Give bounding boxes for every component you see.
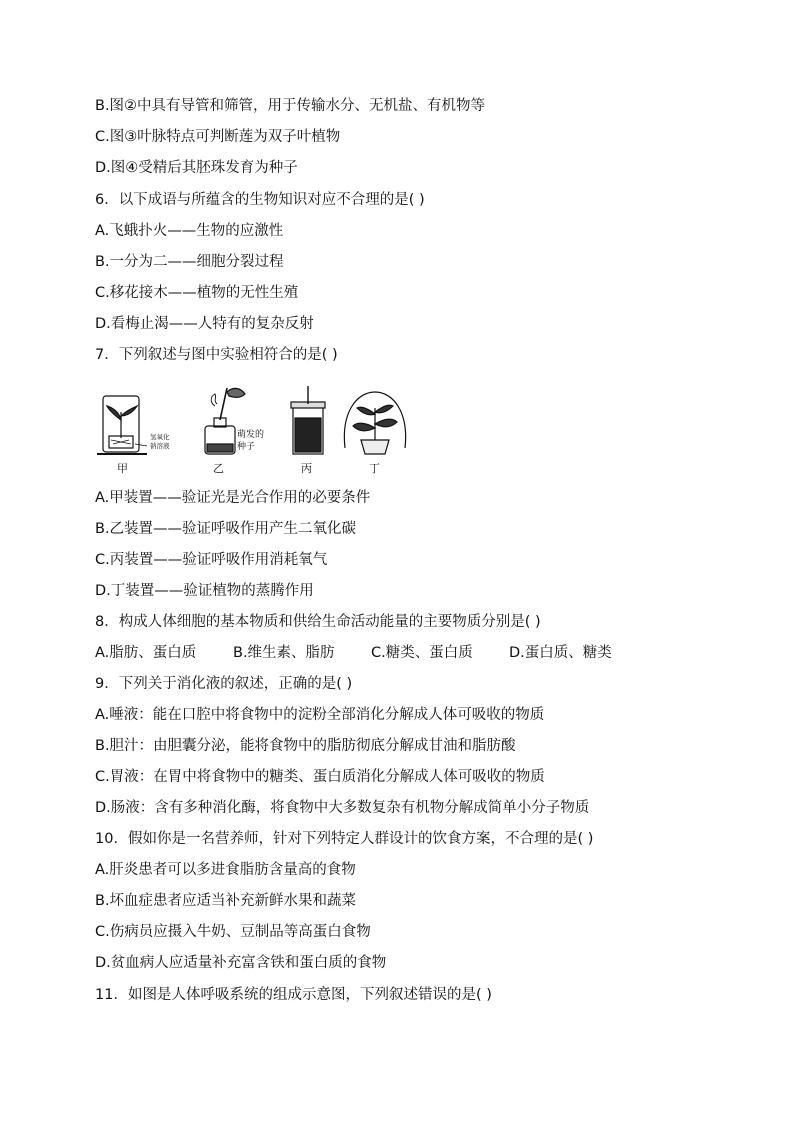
experiment-figure (95, 382, 425, 480)
q8-option-b: B.维生素、脂肪 (233, 645, 335, 661)
yi-note-1: 萌发的 (237, 430, 265, 440)
jia-note-2: 钠溶液 (150, 442, 170, 450)
q7-option-b: B.乙装置——验证呼吸作用产生二氧化碳 (95, 521, 357, 537)
q7-option-a: A.甲装置——验证光是光合作用的必要条件 (95, 490, 371, 506)
q10-option-c: C.伤病员应摄入牛奶、豆制品等高蛋白食物 (95, 924, 371, 940)
q8-option-d: D.蛋白质、糖类 (509, 645, 612, 661)
question-9: 9．下列关于消化液的叙述，正确的是( ) (95, 676, 353, 692)
question-7: 7．下列叙述与图中实验相符合的是( ) (95, 347, 338, 363)
q8-options-row (95, 643, 612, 663)
q9-option-c: C.胃液：在胃中将食物中的糖类、蛋白质消化分解成人体可吸收的物质 (95, 769, 545, 785)
yi-note-2: 种子 (237, 442, 256, 452)
question-10: 10．假如你是一名营养师，针对下列特定人群设计的饮食方案，不合理的是( ) (95, 831, 594, 847)
apparatus-jia (97, 396, 147, 454)
q6-option-b: B.一分为二——细胞分裂过程 (95, 254, 284, 270)
apparatus-bing (291, 386, 325, 454)
q10-option-a: A.肝炎患者可以多进食脂肪含量高的食物 (95, 862, 356, 878)
question-6: 6．以下成语与所蕴含的生物知识对应不合理的是( ) (95, 192, 425, 208)
apparatus-ding (344, 392, 405, 454)
q7-option-c: C.丙装置——验证呼吸作用消耗氧气 (95, 552, 328, 568)
q10-option-d: D.贫血病人应适量补充富含铁和蛋白质的食物 (95, 955, 387, 971)
q9-option-b: B.胆汁：由胆囊分泌，能将食物中的脂肪彻底分解成甘油和脂肪酸 (95, 738, 516, 754)
label-jia: 甲 (117, 462, 128, 475)
q6-option-a: A.飞蛾扑火——生物的应激性 (95, 223, 284, 239)
label-ding: 丁 (369, 462, 380, 475)
q10-option-b: B.坏血症患者应适当补充新鲜水果和蔬菜 (95, 893, 357, 909)
q9-option-a: A.唾液：能在口腔中将食物中的淀粉全部消化分解成人体可吸收的物质 (95, 707, 545, 723)
q8-option-a: A.脂肪、蛋白质 (95, 645, 197, 661)
line-q5d: D.图④受精后其胚珠发育为种子 (95, 160, 298, 176)
label-bing: 丙 (301, 462, 312, 475)
question-8: 8．构成人体细胞的基本物质和供给生命活动能量的主要物质分别是( ) (95, 614, 541, 630)
label-yi: 乙 (213, 462, 224, 475)
q8-option-c: C.糖类、蛋白质 (371, 645, 473, 661)
q6-option-c: C.移花接木——植物的无性生殖 (95, 285, 299, 301)
question-11: 11．如图是人体呼吸系统的组成示意图，下列叙述错误的是( ) (95, 987, 492, 1003)
q9-option-d: D.肠液：含有多种消化酶，将食物中大多数复杂有机物分解成简单小分子物质 (95, 800, 590, 816)
q7-option-d: D.丁装置——验证植物的蒸腾作用 (95, 583, 314, 599)
q6-option-d: D.看梅止渴——人特有的复杂反射 (95, 316, 314, 332)
jia-note-1: 氢氧化 (150, 433, 170, 441)
line-q5b: B.图②中具有导管和筛管，用于传输水分、无机盐、有机物等 (95, 98, 486, 114)
line-q5c: C.图③叶脉特点可判断莲为双子叶植物 (95, 129, 341, 145)
